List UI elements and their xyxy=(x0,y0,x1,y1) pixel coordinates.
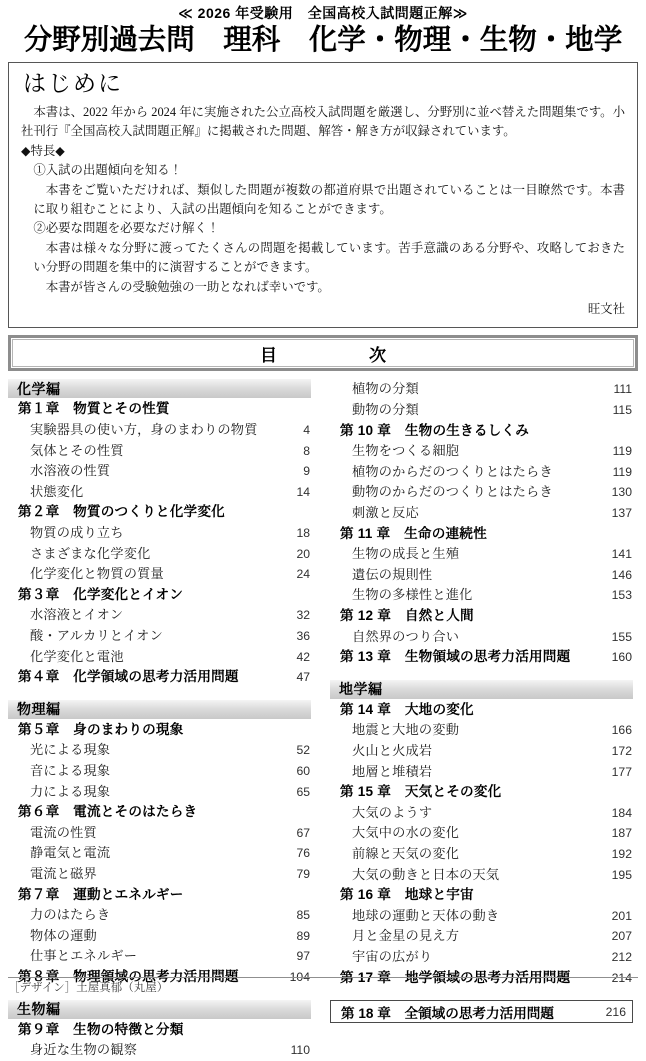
toc-item-title: 植物の分類 xyxy=(352,381,419,397)
toc-page-number: 85 xyxy=(296,908,310,923)
toc-chapter-title: 第 17 章 地学領域の思考力活用問題 xyxy=(340,969,571,985)
toc-item-title: 力のはたらき xyxy=(30,907,111,923)
toc-page-number: 65 xyxy=(296,784,310,799)
toc-item-row[interactable] xyxy=(330,462,633,483)
toc-item-row[interactable] xyxy=(8,843,311,864)
toc-page-number: 160 xyxy=(611,650,632,665)
toc-item-row[interactable] xyxy=(8,864,311,885)
toc-page-number: 119 xyxy=(612,444,632,459)
toc-chapter-title: 第５章 身のまわりの現象 xyxy=(18,721,184,737)
toc-page-number: 201 xyxy=(611,908,632,923)
toc-item-row[interactable] xyxy=(8,905,311,926)
toc-page-number: 42 xyxy=(296,649,310,664)
toc-item-row[interactable] xyxy=(8,946,311,967)
preface-feature-2-body: 本書は様々な分野に渡ってたくさんの問題を掲載しています。苦手意識のある分野や、攻略しておきたい分野の問題を集中的に演習することができます。 xyxy=(33,240,625,275)
toc-chapter-title: 第６章 電流とそのはたらき xyxy=(18,804,198,820)
toc-part-header xyxy=(8,1000,311,1019)
toc-item-row[interactable] xyxy=(330,565,633,586)
toc-page-number: 8 xyxy=(303,443,310,458)
toc-item-row[interactable] xyxy=(330,720,633,741)
toc-item-row[interactable] xyxy=(330,400,633,421)
toc-item-row[interactable] xyxy=(330,823,633,844)
toc-item-title: 身近な生物の観察 xyxy=(30,1042,138,1058)
toc-page-number: 76 xyxy=(296,846,310,861)
toc-item-row[interactable] xyxy=(330,379,633,400)
toc-chapter-title: 第 12 章 自然と人間 xyxy=(340,608,474,623)
toc-item-row[interactable] xyxy=(330,441,633,462)
toc-page-number: 4 xyxy=(303,423,310,438)
design-credit: ［デザイン］土屋真郁（丸屋） xyxy=(8,982,169,994)
toc-item-row[interactable] xyxy=(8,782,311,803)
toc-page-number: 24 xyxy=(296,567,310,582)
toc-chapter-row[interactable] xyxy=(8,1020,311,1041)
toc-item-row[interactable] xyxy=(330,762,633,783)
toc-page-number: 110 xyxy=(290,1043,310,1058)
footer-divider xyxy=(8,977,638,978)
toc-item-row[interactable] xyxy=(330,926,633,947)
preface-feature-1-title: ①入試の出題傾向を知る！ xyxy=(33,163,183,178)
toc-page-number: 14 xyxy=(296,484,310,499)
toc-item-row[interactable] xyxy=(330,947,633,968)
toc-columns xyxy=(8,379,638,1060)
toc-page-number: 155 xyxy=(611,629,632,644)
toc-chapter-title: 第１章 物質とその性質 xyxy=(18,401,170,417)
toc-item-title: 力による現象 xyxy=(30,783,111,799)
toc-chapter-title: 第 13 章 生物領域の思考力活用問題 xyxy=(340,649,571,665)
toc-chapter-title: 第 16 章 地球と宇宙 xyxy=(340,887,474,903)
toc-page-number: 32 xyxy=(296,608,310,623)
toc-item-title: 地球の運動と天体の動き xyxy=(352,907,500,923)
toc-item-title: 光による現象 xyxy=(30,742,111,758)
toc-item-row[interactable] xyxy=(8,461,311,482)
toc-page-number: 52 xyxy=(296,743,310,758)
toc-page-number: 195 xyxy=(611,867,632,882)
toc-item-row[interactable] xyxy=(330,844,633,865)
toc-left-column xyxy=(8,379,311,1060)
toc-chapter-title: 第２章 物質のつくりと化学変化 xyxy=(18,504,225,520)
footer xyxy=(8,977,638,996)
toc-chapter-title: 第 10 章 生物の生きるしくみ xyxy=(340,422,529,438)
toc-chapter-title: 第３章 化学変化とイオン xyxy=(18,586,184,602)
toc-item-title: 大気中の水の変化 xyxy=(352,825,460,841)
toc-chapter-row[interactable] xyxy=(330,606,633,627)
toc-item-row[interactable] xyxy=(330,906,633,927)
toc-page-number: 141 xyxy=(611,547,632,562)
toc-item-title: 地層と堆積岩 xyxy=(352,763,433,779)
toc-chapter-row[interactable] xyxy=(330,421,633,442)
toc-item-title: さまざまな化学変化 xyxy=(30,545,151,561)
toc-part-label: 化学編 xyxy=(17,380,61,397)
toc-page-number: 18 xyxy=(296,526,310,541)
toc-item-row[interactable] xyxy=(8,1040,311,1061)
toc-item-row[interactable] xyxy=(330,503,633,524)
masthead xyxy=(8,0,638,57)
toc-chapter-title: 第９章 生物の特徴と分類 xyxy=(18,1021,184,1037)
toc-page-number: 153 xyxy=(611,588,632,603)
toc-chapter-title: 第８章 物理領域の思考力活用問題 xyxy=(18,968,239,984)
toc-item-row[interactable] xyxy=(8,441,311,462)
toc-boxed-chapter-row[interactable] xyxy=(330,1000,633,1023)
toc-item-row[interactable] xyxy=(8,626,311,647)
toc-chapter-row[interactable] xyxy=(330,647,633,668)
toc-header xyxy=(8,335,638,371)
toc-item-title: 水溶液とイオン xyxy=(30,607,124,623)
toc-item-title: 状態変化 xyxy=(30,483,84,499)
toc-item-title: 物質の成り立ち xyxy=(30,525,124,541)
toc-page-number: 89 xyxy=(296,928,310,943)
toc-page-number: 111 xyxy=(613,382,632,397)
toc-item-title: 大気のようす xyxy=(352,804,433,820)
toc-part-header xyxy=(330,680,633,699)
toc-page-number: 47 xyxy=(296,670,310,685)
toc-chapter-row[interactable] xyxy=(330,700,633,721)
toc-page-number: 67 xyxy=(296,825,310,840)
toc-item-row[interactable] xyxy=(8,564,311,585)
toc-page-number: 187 xyxy=(611,826,632,841)
toc-page-number: 212 xyxy=(611,949,632,964)
toc-item-title: 物体の運動 xyxy=(30,927,97,943)
toc-page-number: 192 xyxy=(611,846,632,861)
preface-features-label: ◆特長◆ xyxy=(21,143,65,158)
toc-item-row[interactable] xyxy=(330,803,633,824)
page-title: 分野別過去問 理科 化学・物理・生物・地学 xyxy=(23,24,623,56)
toc-item-row[interactable] xyxy=(8,647,311,668)
toc-chapter-title: 第７章 運動とエネルギー xyxy=(18,886,184,902)
toc-page-number: 9 xyxy=(303,464,310,479)
toc-item-title: 火山と火成岩 xyxy=(352,742,433,758)
toc-item-title: 大気の動きと日本の天気 xyxy=(352,866,500,882)
preface-paragraph-1: 本書は、2022 年から 2024 年に実施された公立高校入試問題を厳選し、分野別に並べ替えた問題集です。小社刊行『全国高校入試問題正解』に掲載された問題、解答・解き方が収録されています。 xyxy=(21,105,625,139)
toc-item-title: 電流と磁界 xyxy=(30,865,97,881)
toc-item-title: 生物をつくる細胞 xyxy=(352,443,460,459)
toc-item-title: 生物の多様性と進化 xyxy=(352,587,473,603)
toc-item-title: 地震と大地の変動 xyxy=(352,722,460,738)
toc-part-label: 地学編 xyxy=(339,681,383,698)
toc-part-header xyxy=(8,700,311,719)
toc-item-row[interactable] xyxy=(8,926,311,947)
toc-item-title: 植物のからだのつくりとはたらき xyxy=(352,463,553,479)
toc-item-row[interactable] xyxy=(8,420,311,441)
preface-feature-2-title: ②必要な問題を必要なだけ解く！ xyxy=(33,221,220,236)
toc-item-title: 化学変化と電池 xyxy=(30,648,124,664)
toc-item-title: 月と金星の見え方 xyxy=(352,928,460,944)
toc-header-left-char: 目 xyxy=(260,345,277,365)
toc-chapter-row[interactable] xyxy=(8,399,311,420)
toc-part-label: 生物編 xyxy=(17,1001,61,1017)
toc-page-number: 166 xyxy=(611,723,632,738)
toc-header-right-char: 次 xyxy=(369,345,386,365)
toc-item-row[interactable] xyxy=(330,482,633,503)
toc-item-title: 自然界のつり合い xyxy=(352,628,460,644)
toc-item-title: 音による現象 xyxy=(30,762,111,778)
toc-item-row[interactable] xyxy=(8,605,311,626)
toc-spacer xyxy=(8,688,311,700)
preface-box xyxy=(8,62,638,328)
preface-feature-1-body: 本書をご覧いただければ、類似した問題が複数の都道府県で出題されていることは一目瞭然です。本書に取り組むことにより、入試の出題傾向を知ることができます。 xyxy=(33,182,625,217)
toc-chapter-row[interactable] xyxy=(8,885,311,906)
toc-page-number: 177 xyxy=(611,764,632,779)
toc-item-title: 遺伝の規則性 xyxy=(352,566,433,582)
toc-item-title: 水溶液の性質 xyxy=(30,463,111,479)
toc-page-number: 207 xyxy=(611,929,632,944)
toc-chapter-row[interactable] xyxy=(330,524,633,545)
toc-item-title: 酸・アルカリとイオン xyxy=(30,628,163,643)
series-line: ≪ 2026 年受験用 全国高校入試問題正解≫ xyxy=(178,5,468,21)
toc-item-row[interactable] xyxy=(8,823,311,844)
preface-closing: 本書が皆さんの受験勉強の一助となれば幸いです。 xyxy=(45,279,330,294)
toc-item-row[interactable] xyxy=(330,585,633,606)
toc-right-column xyxy=(330,379,633,1060)
toc-page-number: 115 xyxy=(612,403,632,418)
toc-item-title: 刺激と反応 xyxy=(352,505,419,521)
toc-item-title: 電流の性質 xyxy=(30,824,97,840)
preface-heading: はじめに xyxy=(23,71,123,96)
toc-item-row[interactable] xyxy=(330,741,633,762)
toc-item-title: 気体とその性質 xyxy=(30,442,124,458)
toc-item-title: 前線と天気の変化 xyxy=(352,845,460,861)
toc-spacer xyxy=(330,668,633,680)
toc-page-number: 172 xyxy=(611,743,632,758)
toc-item-title: 化学変化と物質の質量 xyxy=(30,566,164,582)
toc-chapter-row[interactable] xyxy=(8,667,311,688)
toc-page-number: 36 xyxy=(296,629,310,643)
toc-chapter-title: 第 11 章 生命の連続性 xyxy=(340,525,487,541)
toc-item-title: 動物のからだのつくりとはたらき xyxy=(352,484,553,500)
toc-chapter-row[interactable] xyxy=(8,585,311,606)
toc-part-header xyxy=(8,379,311,398)
toc-chapter-row[interactable] xyxy=(330,885,633,906)
toc-page-number: 130 xyxy=(611,485,632,500)
toc-item-row[interactable] xyxy=(8,523,311,544)
toc-item-row[interactable] xyxy=(8,544,311,565)
toc-part-label: 物理編 xyxy=(17,701,61,718)
toc-chapter-row[interactable] xyxy=(330,782,633,803)
toc-item-title: 実験器具の使い方，身のまわりの物質 xyxy=(30,422,258,438)
toc-boxed-chapter-page: 216 xyxy=(605,1004,626,1019)
toc-item-row[interactable] xyxy=(330,865,633,886)
toc-page-number: 146 xyxy=(611,567,632,582)
toc-boxed-chapter-title: 第 18 章 全領域の思考力活用問題 xyxy=(341,1005,554,1021)
toc-item-row[interactable] xyxy=(8,740,311,761)
toc-chapter-row[interactable] xyxy=(8,802,311,823)
toc-page-number: 104 xyxy=(289,969,310,984)
toc-page-number: 60 xyxy=(296,763,310,778)
toc-page-number: 214 xyxy=(611,970,632,985)
toc-item-row[interactable] xyxy=(330,544,633,565)
toc-page-number: 137 xyxy=(611,506,632,521)
toc-chapter-row[interactable] xyxy=(8,720,311,741)
toc-chapter-title: 第 15 章 天気とその変化 xyxy=(340,784,502,800)
toc-item-title: 生物の成長と生殖 xyxy=(352,546,460,562)
toc-page-number: 119 xyxy=(612,464,632,479)
toc-page-number: 79 xyxy=(296,866,310,881)
toc-chapter-title: 第４章 化学領域の思考力活用問題 xyxy=(18,669,239,685)
toc-item-title: 動物の分類 xyxy=(352,402,419,418)
toc-item-row[interactable] xyxy=(330,627,633,648)
toc-item-title: 静電気と電流 xyxy=(30,845,111,861)
publisher-signature: 旺文社 xyxy=(587,302,625,317)
toc-chapter-title: 第 14 章 大地の変化 xyxy=(340,701,474,717)
toc-item-row[interactable] xyxy=(8,482,311,503)
toc-page-number: 184 xyxy=(611,805,632,820)
toc-item-title: 仕事とエネルギー xyxy=(30,948,138,964)
toc-item-row[interactable] xyxy=(8,761,311,782)
toc-page-number: 20 xyxy=(296,546,310,561)
toc-page-number: 97 xyxy=(296,949,310,964)
toc-item-title: 宇宙の広がり xyxy=(352,948,433,964)
toc-chapter-row[interactable] xyxy=(8,502,311,523)
